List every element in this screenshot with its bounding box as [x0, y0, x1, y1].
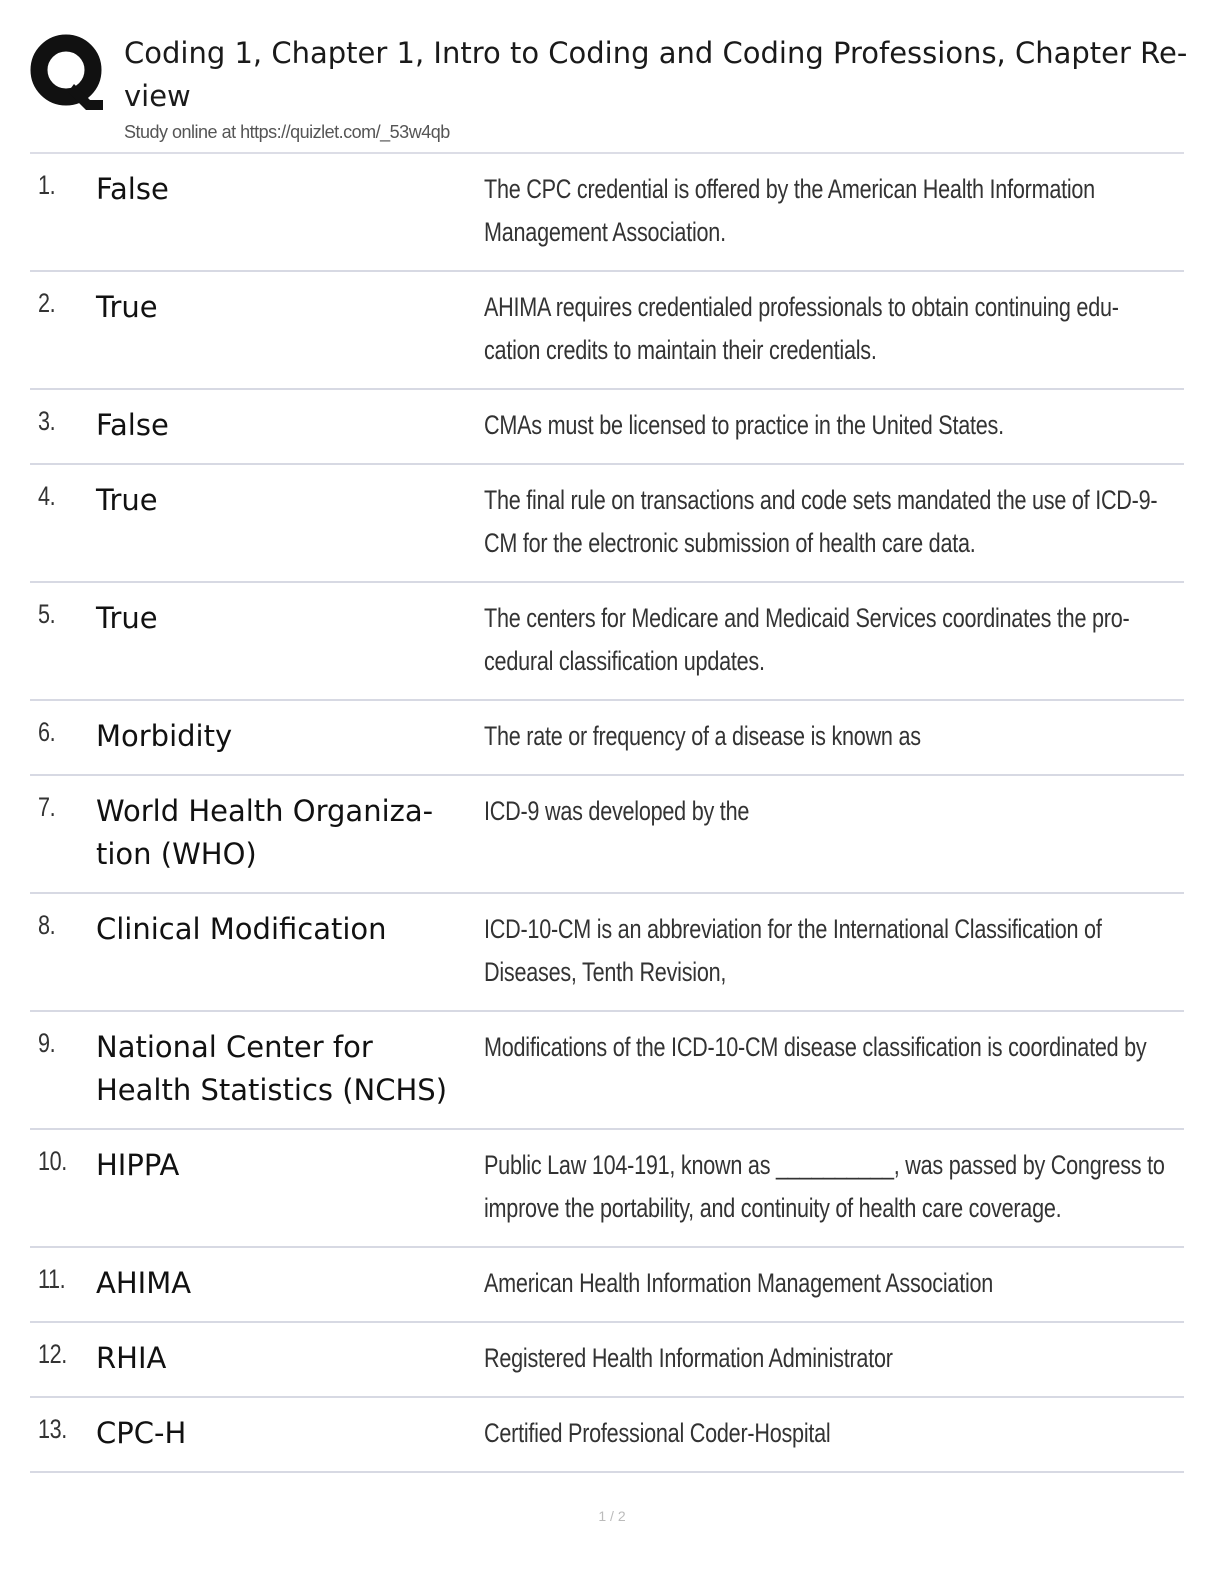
card-number: 6.: [38, 717, 56, 747]
flashcard-row: [30, 1323, 1184, 1398]
flashcard-row: [30, 465, 1184, 583]
card-number: 2.: [38, 288, 56, 318]
card-definition: Certified Professional Coder-Hospital: [484, 1418, 831, 1448]
flashcard-row: [30, 154, 1184, 272]
card-number: 1.: [38, 170, 56, 200]
document-header: [30, 28, 1190, 152]
flashcard-row: [30, 583, 1184, 701]
card-number: 13.: [38, 1414, 67, 1444]
flashcard-row: [30, 1012, 1184, 1130]
card-term: National Center for Health Statistics (NCHS): [96, 1030, 448, 1107]
flashcard-row: [30, 776, 1184, 894]
card-definition: CMAs must be licensed to practice in the United States.: [484, 410, 1004, 440]
page-title: Coding 1, Chapter 1, Intro to Coding and Coding Professions, Chapter Re-view: [124, 36, 1188, 113]
flashcard-row: [30, 894, 1184, 1012]
card-term: True: [96, 290, 158, 324]
card-term: RHIA: [96, 1341, 167, 1375]
card-number: 11.: [38, 1264, 66, 1294]
card-definition: ICD-10-CM is an abbreviation for the International Classification of Diseases, Tenth Revision,: [484, 914, 1102, 987]
card-number: 9.: [38, 1028, 56, 1058]
flashcard-row: [30, 1398, 1184, 1473]
flashcard-row: [30, 390, 1184, 465]
page-number: 1 / 2: [598, 1508, 626, 1524]
card-term: Morbidity: [96, 719, 233, 753]
card-number: 4.: [38, 481, 56, 511]
card-definition: Registered Health Information Administrator: [484, 1343, 893, 1373]
card-definition: The rate or frequency of a disease is known as: [484, 721, 921, 751]
card-definition: The centers for Medicare and Medicaid Services coordinates the pro-cedural classification updates.: [484, 603, 1130, 676]
study-online-line: [124, 122, 450, 143]
card-number: 3.: [38, 406, 56, 436]
card-definition: ICD-9 was developed by the: [484, 796, 750, 826]
card-term: True: [96, 483, 158, 517]
card-definition: The final rule on transactions and code sets mandated the use of ICD-9-CM for the electronic submission of health care data.: [484, 485, 1158, 558]
card-number: 7.: [38, 792, 56, 822]
card-term: HIPPA: [96, 1148, 180, 1182]
card-term: False: [96, 408, 169, 442]
card-number: 8.: [38, 910, 56, 940]
card-definition: The CPC credential is offered by the American Health Information Management Association.: [484, 174, 1095, 247]
flashcard-row: [30, 1130, 1184, 1248]
card-term: CPC-H: [96, 1416, 187, 1450]
card-term: True: [96, 601, 158, 635]
card-term: Clinical Modification: [96, 912, 387, 946]
card-number: 12.: [38, 1339, 67, 1369]
study-online-prefix: Study online at: [124, 122, 241, 142]
flashcard-row: [30, 701, 1184, 776]
quizlet-q-logo-icon: [30, 34, 106, 110]
card-number: 5.: [38, 599, 56, 629]
card-term: AHIMA: [96, 1266, 192, 1300]
flashcard-row: [30, 1248, 1184, 1323]
card-term: False: [96, 172, 169, 206]
card-number: 10.: [38, 1146, 67, 1176]
study-url-link[interactable]: https://quizlet.com/_53w4qb: [240, 122, 450, 142]
card-definition: American Health Information Management Association: [484, 1268, 994, 1298]
flashcard-list: [30, 154, 1184, 1473]
card-term: World Health Organiza-tion (WHO): [96, 794, 434, 871]
card-definition: Modifications of the ICD-10-CM disease classification is coordinated by: [484, 1032, 1147, 1062]
card-definition: AHIMA requires credentialed professionals to obtain continuing edu-cation credits to maintain their credentials.: [484, 292, 1119, 365]
card-definition: Public Law 104-191, known as __________, was passed by Congress to improve the portability, and continuity of health care coverage.: [484, 1150, 1165, 1223]
flashcard-row: [30, 272, 1184, 390]
